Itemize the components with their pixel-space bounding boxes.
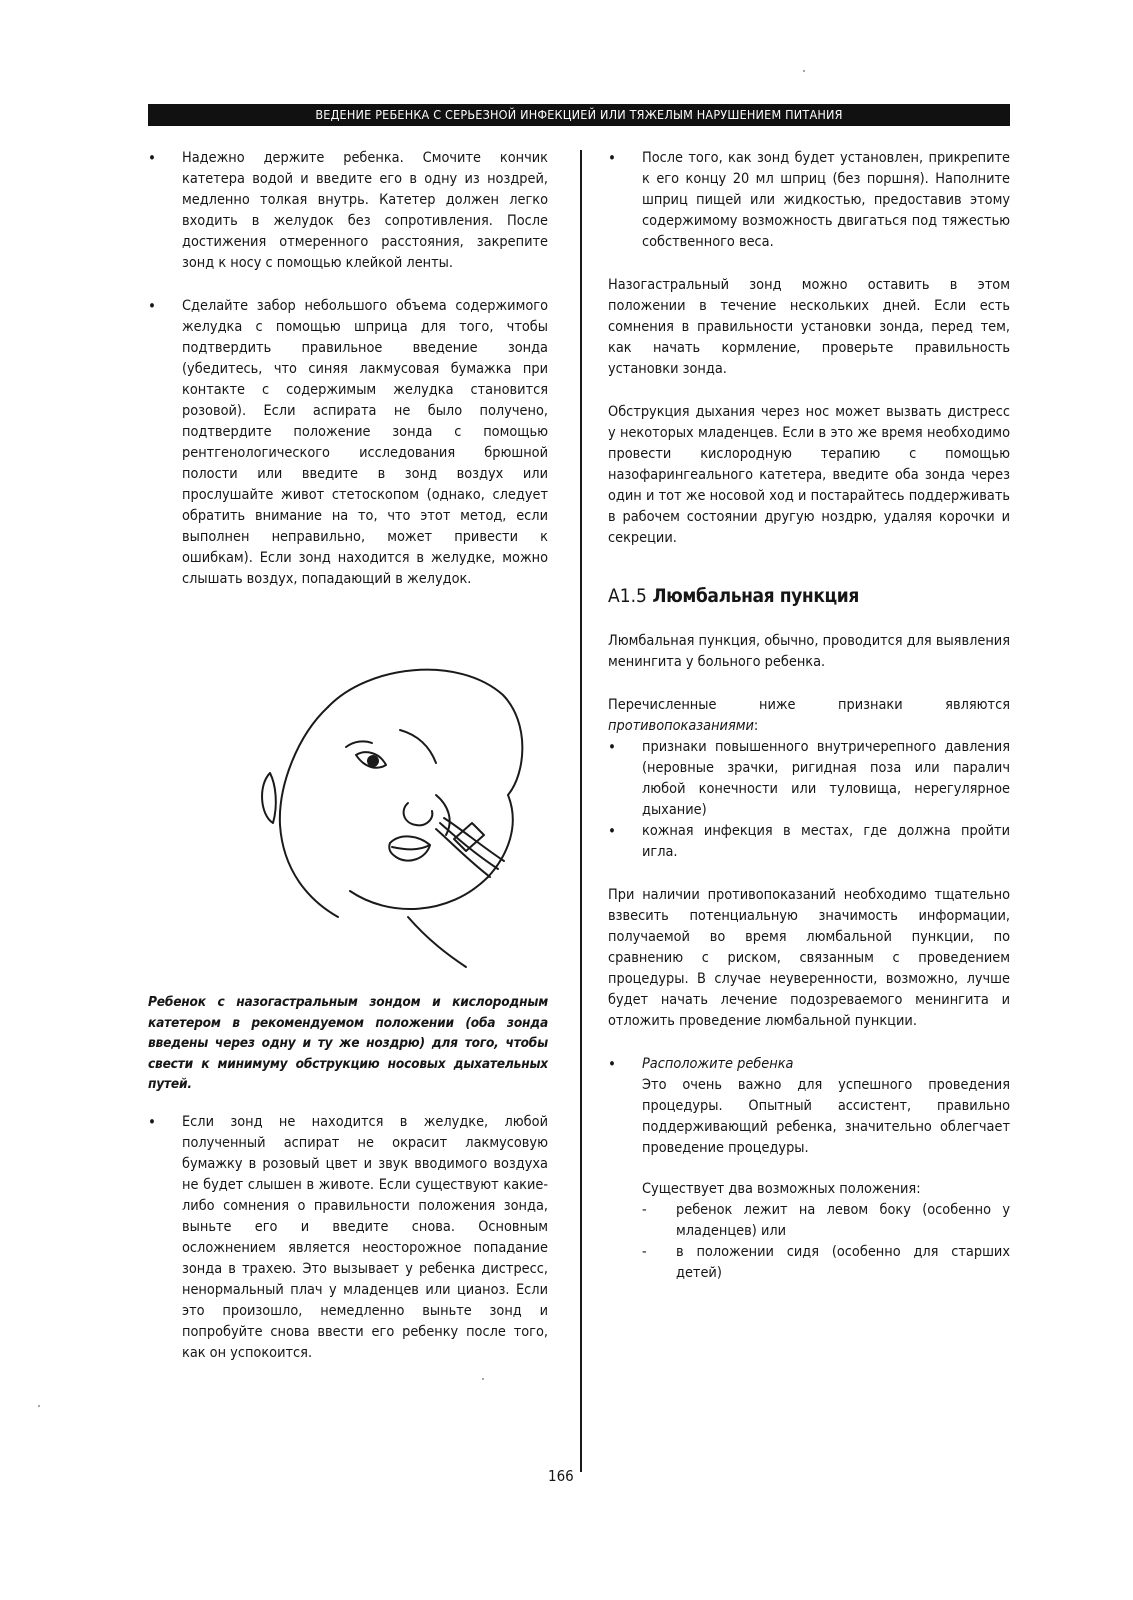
paragraph: Обструкция дыхания через нос может вызвать дистресс у некоторых младенцев. Если в это же время необходимо провести кислородную терапию с помощью назофарингеального катетера, введите оба зонда через один и тот же носовой ход и постарайтесь поддерживать в рабочем состоянии другую ноздрю, удаляя корочки и секреции.	[608, 404, 1010, 546]
paragraph: Люмбальная пункция, обычно, проводится для выявления менингита у больного ребенка.	[608, 633, 1010, 670]
section-number: А1.5	[608, 585, 647, 607]
positions-block	[608, 1179, 1010, 1284]
column-divider	[580, 150, 582, 1472]
scan-speck	[482, 1378, 484, 1380]
left-column-lower	[148, 1112, 548, 1364]
paragraph: Назогастральный зонд можно оставить в этом положении в течение нескольких дней. Если есть сомнения в правильности установки зонда, перед тем, как начать кормление, проверьте правильность установки зонда.	[608, 277, 1010, 377]
list-item	[148, 296, 548, 590]
list-item-text: • признаки повышенного внутричерепного давления (неровные зрачки, ригидная поза или паралич любой конечности или туловища, нерегулярное дыхание)	[642, 739, 1010, 818]
list-item-text: • Если зонд не находится в желудке, любой полученный аспират не окрасит лакмусовую бумажку в розовый цвет и звук вводимого воздуха не будет слышен в животе. Если существуют какие-либо сомнения о правильности положения зонда, выньте его и введите снова. Основным осложнением является неосторожное попадание зонда в трахею. Это вызывает у ребенка дистресс, ненормальный плач у младенцев или цианоз. Если это произошло, немедленно выньте зонд и попробуйте снова ввести его ребенку после того, как он успокоится.	[182, 1114, 548, 1361]
dash-item	[642, 1200, 1010, 1242]
baby-nasogastric-tube-illustration	[258, 655, 558, 970]
section-heading	[608, 583, 1010, 609]
list-item	[608, 1054, 1010, 1159]
list-item	[148, 1112, 548, 1364]
list-item	[608, 821, 1010, 863]
list-item-text: • После того, как зонд будет установлен, прикрепите к его концу 20 мл шприц (без поршня). Наполните шприц пищей или жидкостью, предоставив этому содержимому возможность двигаться под тяжестью собственного веса.	[642, 150, 1010, 250]
running-header: ВЕДЕНИЕ РЕБЕНКА С СЕРЬЕЗНОЙ ИНФЕКЦИЕЙ ИЛИ ТЯЖЕЛЫМ НАРУШЕНИЕМ ПИТАНИЯ	[148, 104, 1010, 126]
positions-intro: Существует два возможных положения:	[642, 1181, 921, 1197]
list-item-text: • Надежно держите ребенка. Смочите кончик катетера водой и введите его в одну из ноздрей, медленно толкая внутрь. Катетер должен легко входить в желудок без сопротивления. После достижения отмеренного расстояния, закрепите зонд к носу с помощью клейкой ленты.	[182, 150, 548, 271]
list-item	[608, 737, 1010, 821]
scan-speck	[803, 70, 805, 72]
page-number: 166	[548, 1467, 574, 1485]
position-text: Это очень важно для успешного проведения процедуры. Опытный ассистент, правильно поддерживающий ребенка, значительно облегчает проведение процедуры.	[642, 1077, 1010, 1156]
left-column	[148, 148, 548, 590]
figure-caption: Ребенок с назогастральным зондом и кислородным катетером в рекомендуемом положении (оба зонда введены через одну и ту же ноздрю) для того, чтобы свести к минимуму обструкцию носовых дыхательных путей.	[148, 994, 548, 1092]
paragraph: При наличии противопоказаний необходимо тщательно взвесить потенциальную значимость информации, получаемой во время люмбальной пункции, по сравнению с риском, связанным с проведением процедуры. В случае неуверенности, возможно, лучше будет начать лечение подозреваемого менингита и отложить проведение люмбальной пункции.	[608, 887, 1010, 1029]
scan-speck	[38, 1405, 40, 1407]
dash-item	[642, 1242, 1010, 1284]
right-column	[608, 148, 1010, 1284]
list-item	[608, 148, 1010, 253]
position-title: • Расположите ребенка	[642, 1056, 794, 1072]
list-item-text: • кожная инфекция в местах, где должна пройти игла.	[642, 823, 1010, 860]
dash-item-text: - ребенок лежит на левом боку (особенно у младенцев) или	[676, 1202, 1010, 1239]
contraindications-term: противопоказаниями	[608, 718, 754, 734]
list-item-text: • Сделайте забор небольшого объема содержимого желудка с помощью шприца для того, чтобы подтвердить правильное введение зонда (убедитесь, что синяя лакмусовая бумажка при контакте с содержимым желудка становится розовой). Если аспирата не было получено, подтвердите положение зонда с помощью рентгенологического исследования брюшной полости или введите в зонд воздух или прослушайте живот стетоскопом (однако, следует обратить внимание на то, что этот метод, если выполнен неправильно, может привести к ошибкам). Если зонд находится в желудке, можно слышать воздух, попадающий в желудок.	[182, 298, 548, 587]
contraindications-intro	[608, 695, 1010, 737]
figure-caption-block	[148, 992, 548, 1095]
contraindications-intro-text: Перечисленные ниже признаки являются	[608, 697, 1010, 713]
dash-item-text: - в положении сидя (особенно для старших детей)	[676, 1244, 1010, 1281]
section-title: Люмбальная пункция	[652, 585, 859, 607]
contraindications-colon: :	[753, 718, 759, 734]
list-item	[148, 148, 548, 274]
